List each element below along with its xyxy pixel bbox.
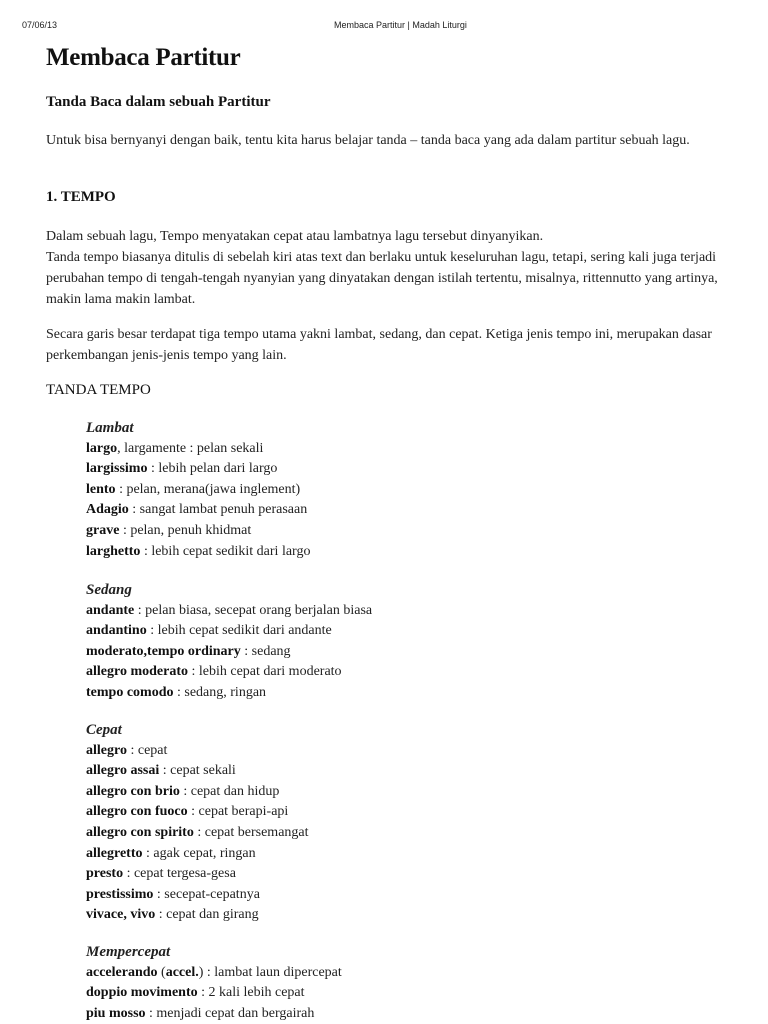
- term: largissimo: [86, 461, 148, 477]
- term: piu mosso: [86, 1005, 146, 1021]
- term-description: : lebih cepat dari moderato: [188, 664, 342, 680]
- term: andante: [86, 602, 135, 618]
- tempo-term-item: [86, 521, 310, 542]
- tempo-term-item: [86, 823, 309, 844]
- term: allegretto: [86, 845, 143, 861]
- tempo-term-item: [86, 542, 310, 563]
- tempo-term-item: [86, 885, 309, 906]
- term-description: : 2 kali lebih cepat: [197, 985, 305, 1001]
- term: allegro assai: [86, 763, 160, 779]
- tempo-group-cepat: [86, 720, 309, 926]
- term-description: : lebih cepat sedikit dari andante: [146, 623, 332, 639]
- term-description: , largamente : pelan sekali: [117, 440, 264, 456]
- section-tempo-heading: 1. TEMPO: [46, 189, 116, 205]
- tempo-term-item: [86, 459, 310, 480]
- group-heading: Mempercepat: [86, 944, 171, 960]
- tempo-term-item: [86, 761, 309, 782]
- term-description: : cepat: [126, 742, 168, 758]
- term-description: : cepat bersemangat: [193, 824, 309, 840]
- term: doppio movimento: [86, 985, 198, 1001]
- term-description: : cepat dan hidup: [179, 783, 280, 799]
- page-title: Membaca Partitur: [46, 44, 241, 71]
- tempo-term-item: [86, 480, 310, 501]
- tempo-term-item: [86, 983, 342, 1004]
- term-abbrev: accel.: [165, 964, 199, 980]
- tempo-term-item: [86, 844, 309, 865]
- term: andantino: [86, 623, 147, 639]
- term: allegro con brio: [86, 783, 180, 799]
- term-description: ) : lambat laun dipercepat: [198, 964, 342, 980]
- term: vivace, vivo: [86, 907, 156, 923]
- tempo-paragraph-1b: Tanda tempo biasanya ditulis di sebelah kiri atas text dan berlaku untuk keseluruhan lagu, tetapi, sering kali juga terjadi perubahan tempo di tengah-tengah nyanyian yang dinyatakan dengan istilah tertentu, misalnya, rittennutto yang artinya, makin lama makin lambat.: [46, 250, 718, 307]
- term: largo: [86, 440, 118, 456]
- tempo-term-item: [86, 782, 309, 803]
- group-heading: Cepat: [86, 722, 122, 738]
- tempo-term-item: [86, 864, 309, 885]
- tempo-group-mempercepat: [86, 942, 342, 1024]
- term-description: : pelan biasa, secepat orang berjalan biasa: [134, 602, 373, 618]
- term: allegro con fuoco: [86, 804, 188, 820]
- tempo-paragraph-1a: Dalam sebuah lagu, Tempo menyatakan cepat atau lambatnya lagu tersebut dinyanyikan.: [46, 229, 544, 244]
- tempo-term-item: [86, 802, 309, 823]
- tempo-term-item: [86, 1004, 342, 1024]
- term: prestissimo: [86, 886, 154, 902]
- term-description: : pelan, penuh khidmat: [119, 522, 252, 538]
- tempo-term-item: [86, 601, 372, 622]
- term: Adagio: [86, 502, 129, 518]
- tempo-term-item: [86, 621, 372, 642]
- term: presto: [86, 866, 124, 882]
- tempo-term-item: [86, 741, 309, 762]
- term: larghetto: [86, 543, 141, 559]
- tempo-term-item: [86, 662, 372, 683]
- subtitle: Tanda Baca dalam sebuah Partitur: [46, 94, 271, 110]
- tempo-term-item: [86, 905, 309, 926]
- term-description: : sangat lambat penuh perasaan: [128, 502, 308, 518]
- intro-paragraph: Untuk bisa bernyanyi dengan baik, tentu kita harus belajar tanda – tanda baca yang ada dalam partitur sebuah lagu.: [46, 133, 690, 148]
- term: tempo comodo: [86, 684, 174, 700]
- term-description: : cepat sekali: [159, 763, 236, 779]
- term-description: : pelan, merana(jawa inglement): [115, 481, 301, 497]
- term-description: : agak cepat, ringan: [142, 845, 256, 861]
- tempo-group-sedang: [86, 580, 372, 704]
- tempo-group-lambat: [86, 418, 310, 562]
- tempo-term-item: [86, 642, 372, 663]
- term-description: : menjadi cepat dan bergairah: [145, 1005, 315, 1021]
- term: accelerando: [86, 964, 158, 980]
- print-date: 07/06/13: [22, 20, 58, 30]
- term-description: : lebih pelan dari largo: [147, 461, 278, 477]
- tempo-paragraph-2: Secara garis besar terdapat tiga tempo utama yakni lambat, sedang, dan cepat. Ketiga jenis tempo ini, merupakan dasar perkembangan jenis-jenis tempo yang lain.: [46, 327, 712, 363]
- term-separator: (: [157, 964, 166, 980]
- term: allegro con spirito: [86, 824, 194, 840]
- group-heading: Lambat: [86, 420, 134, 436]
- tempo-term-item: [86, 683, 372, 704]
- term: lento: [86, 481, 116, 497]
- term-description: : lebih cepat sedikit dari largo: [140, 543, 311, 559]
- term: allegro moderato: [86, 664, 188, 680]
- term-description: : cepat dan girang: [155, 907, 259, 923]
- term-description: : sedang, ringan: [173, 684, 267, 700]
- term: grave: [86, 522, 120, 538]
- tempo-term-item: [86, 500, 310, 521]
- tempo-term-item: [86, 963, 342, 984]
- term: allegro: [86, 742, 127, 758]
- print-header-title: Membaca Partitur | Madah Liturgi: [334, 20, 467, 30]
- term-description: : sedang: [240, 643, 291, 659]
- term: moderato,tempo ordinary: [86, 643, 241, 659]
- tanda-tempo-heading: TANDA TEMPO: [46, 382, 151, 398]
- term-description: : cepat berapi-api: [187, 804, 289, 820]
- tempo-term-item: [86, 439, 310, 460]
- term-description: : secepat-cepatnya: [153, 886, 260, 902]
- group-heading: Sedang: [86, 582, 132, 598]
- term-description: : cepat tergesa-gesa: [123, 866, 236, 882]
